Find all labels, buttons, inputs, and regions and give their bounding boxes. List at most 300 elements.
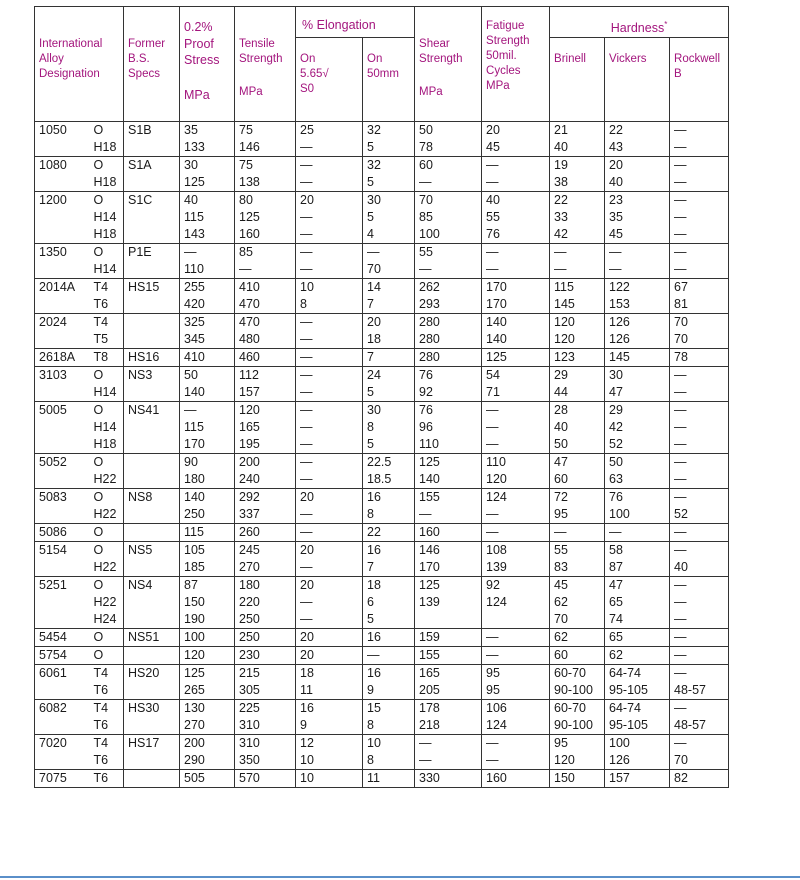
cell-line: — <box>674 403 687 417</box>
former-spec-cell <box>124 770 180 788</box>
elongation-50mm-cell <box>363 279 415 314</box>
vickers-cell <box>605 629 670 647</box>
cell-line: 8 <box>300 297 307 311</box>
tensile-strength-cell <box>235 629 296 647</box>
vickers-cell <box>605 700 670 735</box>
cell-line: — <box>674 648 687 662</box>
cell-line: 60 <box>419 158 433 172</box>
cell-line: T4 <box>93 736 109 750</box>
cell-line: O <box>93 543 104 557</box>
cell-line: 140 <box>419 472 440 486</box>
cell-line: 240 <box>239 472 260 486</box>
cell-line: 159 <box>419 630 440 644</box>
cell-line: 5 <box>367 437 374 451</box>
cell-line: 29 <box>609 403 623 417</box>
alloy-designation-cell: 5454 <box>35 629 90 647</box>
cell-line: 200 <box>184 736 205 750</box>
cell-line: 270 <box>184 718 205 732</box>
former-spec-cell: S1A <box>124 157 180 192</box>
cell-line: 28 <box>554 403 568 417</box>
brinell-cell <box>550 700 605 735</box>
proof-stress-cell <box>180 524 235 542</box>
fatigue-strength-cell <box>482 524 550 542</box>
cell-line: 22 <box>554 193 568 207</box>
cell-line: T6 <box>93 718 109 732</box>
cell-line: T8 <box>93 350 109 364</box>
cell-line: 60-70 <box>554 701 587 715</box>
cell-line: — <box>674 123 687 137</box>
cell-line: 410 <box>184 350 205 364</box>
elongation-50mm-cell <box>363 367 415 402</box>
cell-line: — <box>674 630 687 644</box>
cell-line: 16 <box>367 666 381 680</box>
cell-line: — <box>674 210 687 224</box>
elongation-50mm-cell <box>363 735 415 770</box>
alloy-designation-cell: 5086 <box>35 524 90 542</box>
table-row <box>35 524 800 542</box>
cell-line: 20 <box>300 490 314 504</box>
cell-line: 4 <box>367 227 374 241</box>
rockwell-cell <box>670 542 729 577</box>
fatigue-strength-cell <box>482 735 550 770</box>
cell-line: 33 <box>554 210 568 224</box>
brinell-cell <box>550 542 605 577</box>
cell-line: 78 <box>674 350 688 364</box>
cell-line: 38 <box>554 175 568 189</box>
brinell-cell <box>550 489 605 524</box>
cell-line: — <box>554 262 567 276</box>
brinell-cell <box>550 279 605 314</box>
cell-line: 230 <box>239 648 260 662</box>
proof-stress-cell <box>180 122 235 157</box>
temper-cell <box>90 314 124 349</box>
cell-line: 20 <box>609 158 623 172</box>
rockwell-cell <box>670 244 729 279</box>
alloy-designation-cell: 2024 <box>35 314 90 349</box>
elongation-565-cell <box>296 542 363 577</box>
alloy-designation-cell: 1080 <box>35 157 90 192</box>
fatigue-strength-cell <box>482 647 550 665</box>
cell-line: 280 <box>419 332 440 346</box>
proof-stress-cell <box>180 770 235 788</box>
cell-line: 32 <box>367 123 381 137</box>
cell-line: 310 <box>239 736 260 750</box>
brinell-cell <box>550 454 605 489</box>
proof-stress-cell <box>180 629 235 647</box>
cell-line: — <box>184 403 197 417</box>
cell-line: — <box>300 420 313 434</box>
alloy-properties-sheet <box>34 6 800 788</box>
elongation-565-cell <box>296 367 363 402</box>
cell-line: — <box>300 332 313 346</box>
cell-line: 40 <box>486 193 500 207</box>
cell-line: O <box>93 630 104 644</box>
proof-stress-cell <box>180 542 235 577</box>
temper-cell <box>90 122 124 157</box>
cell-line: 262 <box>419 280 440 294</box>
cell-line: 16 <box>300 701 314 715</box>
alloy-designation-cell: 5052 <box>35 454 90 489</box>
shear-strength-cell <box>415 647 482 665</box>
cell-line: 11 <box>300 683 313 697</box>
elongation-565-cell <box>296 157 363 192</box>
proof-stress-cell <box>180 489 235 524</box>
brinell-cell <box>550 157 605 192</box>
cell-line: 480 <box>239 332 260 346</box>
cell-line: 470 <box>239 315 260 329</box>
elongation-50mm-cell <box>363 349 415 367</box>
vickers-cell <box>605 524 670 542</box>
elongation-50mm-cell <box>363 157 415 192</box>
cell-line: 45 <box>554 578 568 592</box>
brinell-cell <box>550 629 605 647</box>
cell-line: 16 <box>367 490 381 504</box>
cell-line: O <box>93 578 104 592</box>
table-row <box>35 629 800 647</box>
cell-line: 170 <box>486 297 507 311</box>
cell-line: 20 <box>300 578 314 592</box>
elongation-565-header: On 5.65√ S0 <box>296 38 363 122</box>
table-row <box>35 244 800 279</box>
cell-line: 22 <box>609 123 623 137</box>
elongation-50mm-cell <box>363 454 415 489</box>
cell-line: H18 <box>93 437 117 451</box>
shear-strength-cell <box>415 279 482 314</box>
cell-line: 140 <box>486 315 507 329</box>
cell-line: — <box>486 630 499 644</box>
rockwell-cell <box>670 157 729 192</box>
table-body <box>35 122 800 788</box>
fatigue-strength-cell <box>482 454 550 489</box>
alloy-designation-cell: 3103 <box>35 367 90 402</box>
cell-line: 178 <box>419 701 440 715</box>
cell-line: H22 <box>93 595 117 609</box>
cell-line: 5 <box>367 140 374 154</box>
cell-line: 40 <box>184 193 198 207</box>
cell-line: — <box>300 525 313 539</box>
cell-line: H24 <box>93 612 117 626</box>
cell-line: 55 <box>419 245 433 259</box>
fatigue-strength-cell <box>482 367 550 402</box>
fatigue-strength-cell <box>482 349 550 367</box>
cell-line: 170 <box>419 560 440 574</box>
cell-line: — <box>300 368 313 382</box>
cell-line: 45 <box>609 227 623 241</box>
cell-line: 90 <box>184 455 198 469</box>
shear-strength-cell <box>415 314 482 349</box>
former-spec-cell <box>124 524 180 542</box>
elongation-565-cell <box>296 629 363 647</box>
cell-line: 7 <box>367 560 374 574</box>
cell-line: — <box>486 736 499 750</box>
cell-line: 20 <box>367 315 381 329</box>
cell-line: — <box>674 385 687 399</box>
cell-line: 5 <box>367 175 374 189</box>
cell-line: 10 <box>367 736 381 750</box>
cell-line: — <box>300 472 313 486</box>
vickers-cell <box>605 647 670 665</box>
cell-line: 100 <box>184 630 205 644</box>
cell-line: 110 <box>184 262 204 276</box>
cell-line: — <box>674 595 687 609</box>
elongation-50mm-header: On 50mm <box>363 38 415 122</box>
cell-line: 55 <box>554 543 568 557</box>
cell-line: 76 <box>486 227 500 241</box>
cell-line: 139 <box>486 560 507 574</box>
cell-line: O <box>93 455 104 469</box>
table-header <box>35 7 800 122</box>
cell-line: 76 <box>609 490 623 504</box>
elongation-50mm-cell <box>363 770 415 788</box>
alloy-designation-cell: 1050 <box>35 122 90 157</box>
proof-stress-cell <box>180 367 235 402</box>
cell-line: — <box>300 315 313 329</box>
cell-line: — <box>486 437 499 451</box>
tensile-strength-header: Tensile Strength MPa <box>235 7 296 122</box>
cell-line: — <box>609 525 622 539</box>
cell-line: — <box>300 507 313 521</box>
former-spec-cell: NS51 <box>124 629 180 647</box>
cell-line: H14 <box>93 262 117 276</box>
cell-line: 180 <box>184 472 205 486</box>
cell-line: — <box>674 666 687 680</box>
rockwell-cell <box>670 770 729 788</box>
cell-line: 280 <box>419 315 440 329</box>
cell-line: 115 <box>554 280 574 294</box>
cell-line: — <box>486 262 499 276</box>
cell-line: 62 <box>554 630 568 644</box>
temper-cell <box>90 349 124 367</box>
cell-line: 87 <box>609 560 623 574</box>
cell-line: — <box>674 193 687 207</box>
cell-line: 16 <box>367 543 381 557</box>
former-spec-cell <box>124 314 180 349</box>
elongation-50mm-cell <box>363 524 415 542</box>
shear-strength-cell <box>415 244 482 279</box>
table-row <box>35 279 800 314</box>
cell-line: 130 <box>184 701 205 715</box>
cell-line: 62 <box>609 648 623 662</box>
tensile-strength-cell <box>235 700 296 735</box>
temper-cell <box>90 770 124 788</box>
cell-line: 6 <box>367 595 374 609</box>
cell-line: T4 <box>93 666 109 680</box>
cell-line: 95-105 <box>609 683 648 697</box>
cell-line: 337 <box>239 507 260 521</box>
shear-strength-cell <box>415 157 482 192</box>
proof-stress-cell <box>180 647 235 665</box>
cell-line: 12 <box>300 736 314 750</box>
alloy-designation-cell: 1350 <box>35 244 90 279</box>
cell-line: — <box>300 612 313 626</box>
cell-line: 165 <box>419 666 440 680</box>
temper-cell <box>90 454 124 489</box>
cell-line: 25 <box>300 123 314 137</box>
rockwell-cell <box>670 489 729 524</box>
cell-line: 290 <box>184 753 205 767</box>
alloy-designation-cell: 1200 <box>35 192 90 244</box>
proof-stress-cell <box>180 279 235 314</box>
cell-line: — <box>486 648 499 662</box>
former-spec-cell: HS30 <box>124 700 180 735</box>
cell-line: 160 <box>239 227 260 241</box>
cell-line: 325 <box>184 315 205 329</box>
bottom-divider <box>0 876 800 878</box>
cell-line: 280 <box>419 350 440 364</box>
cell-line: 155 <box>419 490 440 504</box>
cell-line: 23 <box>609 193 623 207</box>
proof-stress-cell <box>180 454 235 489</box>
cell-line: 195 <box>239 437 260 451</box>
cell-line: O <box>93 525 104 539</box>
cell-line: 70 <box>674 332 688 346</box>
cell-line: 220 <box>239 595 260 609</box>
elongation-565-cell <box>296 314 363 349</box>
fatigue-strength-cell <box>482 192 550 244</box>
cell-line: T4 <box>93 315 109 329</box>
vickers-cell <box>605 402 670 454</box>
cell-line: 20 <box>300 630 314 644</box>
cell-line: T6 <box>93 771 109 785</box>
former-spec-cell <box>124 647 180 665</box>
vickers-cell <box>605 770 670 788</box>
cell-line: 30 <box>367 403 381 417</box>
cell-line: 140 <box>486 332 507 346</box>
cell-line: — <box>300 175 313 189</box>
former-spec-cell: HS17 <box>124 735 180 770</box>
alloy-designation-cell: 6061 <box>35 665 90 700</box>
vickers-cell <box>605 577 670 629</box>
cell-line: 165 <box>239 420 260 434</box>
table-row <box>35 489 800 524</box>
cell-line: 70 <box>554 612 568 626</box>
former-spec-cell: NS4 <box>124 577 180 629</box>
elongation-565-cell <box>296 192 363 244</box>
cell-line: 76 <box>419 403 433 417</box>
fatigue-strength-cell <box>482 157 550 192</box>
temper-cell <box>90 367 124 402</box>
fatigue-strength-cell <box>482 244 550 279</box>
cell-line: 200 <box>239 455 260 469</box>
rockwell-cell <box>670 700 729 735</box>
elongation-565-cell <box>296 244 363 279</box>
cell-line: 81 <box>674 297 688 311</box>
cell-line: 120 <box>239 403 260 417</box>
cell-line: 255 <box>184 280 205 294</box>
former-spec-cell: NS8 <box>124 489 180 524</box>
cell-line: O <box>93 158 104 172</box>
brinell-cell <box>550 192 605 244</box>
elongation-50mm-cell <box>363 665 415 700</box>
cell-line: 72 <box>554 490 568 504</box>
vickers-cell <box>605 122 670 157</box>
brinell-cell <box>550 665 605 700</box>
tensile-strength-cell <box>235 542 296 577</box>
cell-line: 108 <box>486 543 507 557</box>
cell-line: — <box>674 245 687 259</box>
cell-line: 22 <box>367 525 381 539</box>
alloy-designation-cell: 5754 <box>35 647 90 665</box>
vickers-cell <box>605 735 670 770</box>
cell-line: O <box>93 368 104 382</box>
cell-line: — <box>674 420 687 434</box>
table-row <box>35 454 800 489</box>
cell-line: 100 <box>419 227 440 241</box>
shear-strength-cell <box>415 402 482 454</box>
elongation-50mm-cell <box>363 542 415 577</box>
brinell-cell <box>550 367 605 402</box>
cell-line: 225 <box>239 701 260 715</box>
cell-line: 7 <box>367 350 374 364</box>
former-spec-cell: HS15 <box>124 279 180 314</box>
cell-line: O <box>93 403 104 417</box>
cell-line: 170 <box>486 280 507 294</box>
temper-cell <box>90 577 124 629</box>
cell-line: 5 <box>367 210 374 224</box>
cell-line: 470 <box>239 297 260 311</box>
shear-strength-cell <box>415 489 482 524</box>
table-row <box>35 157 800 192</box>
cell-line: 123 <box>554 350 575 364</box>
proof-stress-cell <box>180 735 235 770</box>
former-spec-cell <box>124 454 180 489</box>
cell-line: — <box>674 158 687 172</box>
temper-cell <box>90 735 124 770</box>
tensile-strength-cell <box>235 577 296 629</box>
table-row <box>35 349 800 367</box>
cell-line: 124 <box>486 718 507 732</box>
proof-stress-cell <box>180 349 235 367</box>
cell-line: 85 <box>239 245 253 259</box>
elongation-565-cell <box>296 349 363 367</box>
hardness-footnote-mark: * <box>664 20 668 29</box>
cell-line: 145 <box>554 297 575 311</box>
fatigue-strength-cell <box>482 700 550 735</box>
cell-line: 205 <box>419 683 440 697</box>
temper-cell <box>90 542 124 577</box>
cell-line: — <box>486 507 499 521</box>
cell-line: 21 <box>554 123 568 137</box>
cell-line: 18 <box>367 578 381 592</box>
cell-line: 146 <box>239 140 260 154</box>
alloy-designation-cell: 7075 <box>35 770 90 788</box>
fatigue-strength-cell <box>482 489 550 524</box>
cell-line: 70 <box>674 753 688 767</box>
shear-strength-cell <box>415 629 482 647</box>
cell-line: 8 <box>367 718 374 732</box>
tensile-strength-cell <box>235 122 296 157</box>
rockwell-cell <box>670 647 729 665</box>
cell-line: 9 <box>300 718 307 732</box>
cell-line: 140 <box>184 490 205 504</box>
former-spec-cell: HS20 <box>124 665 180 700</box>
cell-line: — <box>486 175 499 189</box>
tensile-strength-cell <box>235 770 296 788</box>
elongation-565-cell <box>296 700 363 735</box>
cell-line: 40 <box>554 420 568 434</box>
cell-line: 58 <box>609 543 623 557</box>
cell-line: 143 <box>184 227 205 241</box>
cell-line: 126 <box>609 753 630 767</box>
vickers-cell <box>605 665 670 700</box>
cell-line: — <box>300 245 313 259</box>
table-row <box>35 542 800 577</box>
tensile-strength-cell <box>235 367 296 402</box>
cell-line: — <box>609 245 622 259</box>
cell-line: 260 <box>239 525 260 539</box>
cell-line: 110 <box>486 455 506 469</box>
cell-line: 63 <box>609 472 623 486</box>
